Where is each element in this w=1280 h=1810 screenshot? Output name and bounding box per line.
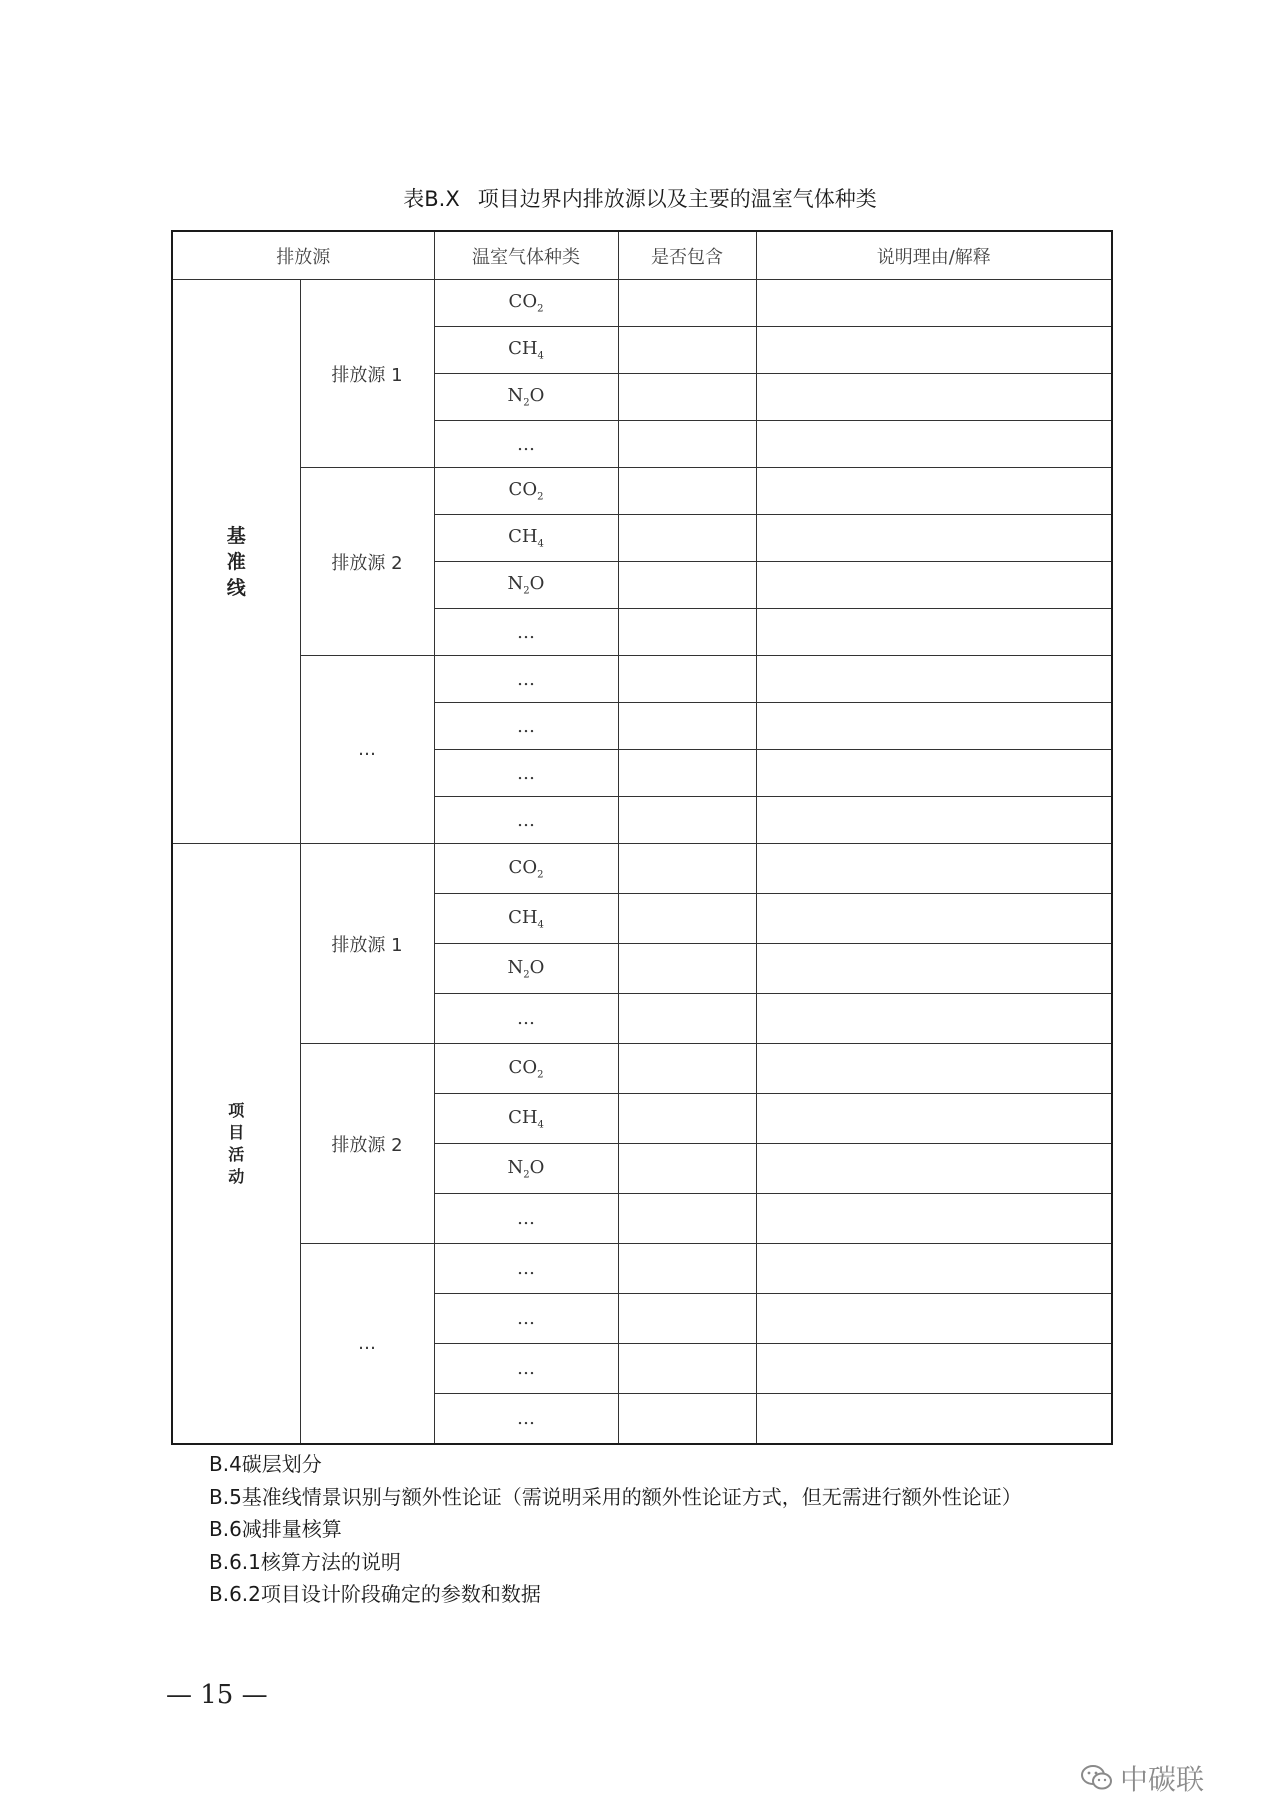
included-cell: [618, 750, 756, 797]
table-row: [172, 656, 1112, 703]
explanation-cell: [756, 994, 1112, 1044]
group-label: 基准线: [226, 524, 246, 599]
gas-type: [434, 1044, 618, 1094]
gas-formula: CH: [508, 526, 538, 548]
gas-subscript: 4: [537, 538, 544, 550]
gas-type: [434, 944, 618, 994]
included-cell: [618, 944, 756, 994]
explanation-cell: [756, 1094, 1112, 1144]
included-cell: [618, 374, 756, 421]
gas-formula: …: [517, 1208, 535, 1229]
included-cell: [618, 468, 756, 515]
watermark-text: 中碳联: [1120, 1763, 1205, 1796]
group-label: 项目活动: [228, 1100, 245, 1186]
gas-formula-suffix: O: [529, 1156, 545, 1178]
gas-type: [434, 609, 618, 656]
gas-formula: CH: [508, 1106, 538, 1128]
included-cell: [618, 844, 756, 894]
table-row: [172, 844, 1112, 894]
gas-formula-suffix: O: [529, 385, 545, 407]
table-caption: [0, 183, 1280, 213]
gas-subscript: 2: [537, 491, 544, 503]
gas-formula-suffix: O: [529, 956, 545, 978]
gas-type: [434, 894, 618, 944]
gas-type: [434, 515, 618, 562]
gas-formula: CO: [508, 856, 538, 878]
gas-subscript: 2: [523, 585, 530, 597]
gas-type: [434, 1294, 618, 1344]
gas-type: [434, 797, 618, 844]
explanation-cell: [756, 515, 1112, 562]
gas-formula: …: [517, 621, 535, 643]
gas-type: [434, 1394, 618, 1445]
explanation-cell: [756, 944, 1112, 994]
gas-formula: …: [517, 1008, 535, 1029]
included-cell: [618, 515, 756, 562]
gas-formula: N: [507, 573, 524, 595]
gas-subscript: 2: [537, 1069, 544, 1081]
header-source: 排放源: [172, 231, 434, 280]
watermark: [1080, 1758, 1204, 1798]
explanation-cell: [756, 1294, 1112, 1344]
included-cell: [618, 421, 756, 468]
explanation-cell: [756, 797, 1112, 844]
explanation-cell: [756, 421, 1112, 468]
explanation-cell: [756, 750, 1112, 797]
gas-type: [434, 374, 618, 421]
explanation-cell: [756, 1344, 1112, 1394]
gas-formula: …: [517, 1258, 535, 1279]
included-cell: [618, 894, 756, 944]
table-row: [172, 280, 1112, 327]
source-name: …: [300, 656, 434, 844]
explanation-cell: [756, 1144, 1112, 1194]
included-cell: [618, 1344, 756, 1394]
explanation-cell: [756, 609, 1112, 656]
gas-type: [434, 703, 618, 750]
gas-formula: N: [507, 385, 524, 407]
emission-sources-table: [171, 230, 1113, 1445]
included-cell: [618, 280, 756, 327]
section-b6: B.6减排量核算: [209, 1517, 342, 1541]
gas-formula: …: [517, 715, 535, 737]
gas-formula: …: [517, 433, 535, 455]
gas-type: [434, 562, 618, 609]
source-name: 排放源 1: [300, 280, 434, 468]
explanation-cell: [756, 1394, 1112, 1445]
header-gas-type: 温室气体种类: [434, 231, 618, 280]
included-cell: [618, 797, 756, 844]
section-b5: B.5基准线情景识别与额外性论证（需说明采用的额外性论证方式，但无需进行额外性论证）: [209, 1484, 1022, 1509]
section-headings: [209, 1448, 1022, 1611]
table-row: [172, 1044, 1112, 1094]
gas-formula: N: [507, 956, 524, 978]
gas-type: [434, 994, 618, 1044]
source-name: …: [300, 1244, 434, 1445]
included-cell: [618, 656, 756, 703]
included-cell: [618, 1144, 756, 1194]
table-row: [172, 1244, 1112, 1294]
gas-formula: …: [517, 1408, 535, 1429]
table-code: 表B.X: [403, 187, 460, 211]
explanation-cell: [756, 1244, 1112, 1294]
gas-type: [434, 844, 618, 894]
gas-type: [434, 1194, 618, 1244]
included-cell: [618, 1094, 756, 1144]
gas-formula: …: [517, 668, 535, 690]
included-cell: [618, 1044, 756, 1094]
included-cell: [618, 609, 756, 656]
gas-formula: …: [517, 762, 535, 784]
gas-subscript: 4: [537, 919, 544, 931]
included-cell: [618, 562, 756, 609]
gas-subscript: 2: [523, 397, 530, 409]
gas-subscript: 4: [537, 1119, 544, 1131]
group-label-cell: [172, 844, 300, 1445]
gas-type: [434, 468, 618, 515]
included-cell: [618, 994, 756, 1044]
explanation-cell: [756, 703, 1112, 750]
gas-type: [434, 656, 618, 703]
gas-type: [434, 1144, 618, 1194]
explanation-cell: [756, 844, 1112, 894]
explanation-cell: [756, 327, 1112, 374]
gas-formula-suffix: O: [529, 573, 545, 595]
table-row: [172, 468, 1112, 515]
source-name: 排放源 2: [300, 468, 434, 656]
gas-formula: N: [507, 1156, 524, 1178]
gas-formula: …: [517, 809, 535, 831]
gas-type: [434, 1244, 618, 1294]
section-b6-1: B.6.1核算方法的说明: [209, 1549, 401, 1574]
gas-formula: CO: [508, 479, 538, 501]
gas-formula: CH: [508, 906, 538, 928]
gas-subscript: 4: [537, 350, 544, 362]
gas-type: [434, 327, 618, 374]
gas-type: [434, 280, 618, 327]
explanation-cell: [756, 894, 1112, 944]
header-explanation: 说明理由/解释: [756, 231, 1112, 280]
gas-formula: CO: [508, 1056, 538, 1078]
table-header-row: [172, 231, 1112, 280]
included-cell: [618, 1394, 756, 1445]
explanation-cell: [756, 562, 1112, 609]
explanation-cell: [756, 1044, 1112, 1094]
gas-type: [434, 1094, 618, 1144]
section-b4: B.4碳层划分: [209, 1452, 322, 1476]
gas-type: [434, 750, 618, 797]
gas-formula: …: [517, 1308, 535, 1329]
page-number: — 15 —: [166, 1680, 268, 1710]
gas-subscript: 2: [523, 969, 530, 981]
table-title: 项目边界内排放源以及主要的温室气体种类: [477, 187, 877, 211]
group-label-cell: [172, 280, 300, 844]
explanation-cell: [756, 656, 1112, 703]
gas-subscript: 2: [537, 303, 544, 315]
gas-formula: CO: [508, 291, 538, 313]
section-b6-2: B.6.2项目设计阶段确定的参数和数据: [209, 1582, 541, 1606]
gas-type: [434, 1344, 618, 1394]
included-cell: [618, 1244, 756, 1294]
explanation-cell: [756, 374, 1112, 421]
included-cell: [618, 1294, 756, 1344]
included-cell: [618, 703, 756, 750]
explanation-cell: [756, 1194, 1112, 1244]
explanation-cell: [756, 280, 1112, 327]
header-included: 是否包含: [618, 231, 756, 280]
source-name: 排放源 1: [300, 844, 434, 1044]
gas-type: [434, 421, 618, 468]
gas-subscript: 2: [523, 1169, 530, 1181]
gas-subscript: 2: [537, 869, 544, 881]
gas-formula: CH: [508, 338, 538, 360]
wechat-icon: [1080, 1763, 1114, 1793]
included-cell: [618, 1194, 756, 1244]
included-cell: [618, 327, 756, 374]
explanation-cell: [756, 468, 1112, 515]
gas-formula: …: [517, 1358, 535, 1379]
source-name: 排放源 2: [300, 1044, 434, 1244]
